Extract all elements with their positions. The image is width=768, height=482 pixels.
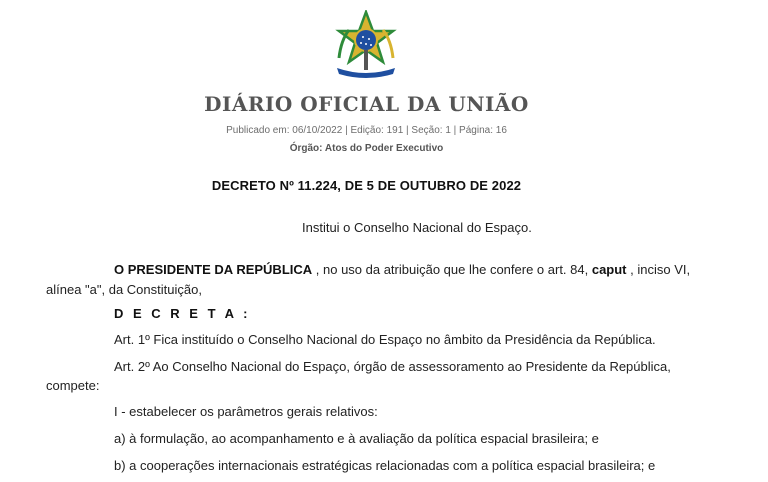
decreta-heading: D E C R E T A :	[114, 306, 251, 321]
preamble-caput: caput	[591, 262, 627, 277]
page-title: DIÁRIO OFICIAL DA UNIÃO	[204, 92, 529, 116]
decree-ementa: Institui o Conselho Nacional do Espaço.	[302, 220, 532, 235]
article-1: Art. 1º Fica instituído o Conselho Nacional do Espaço no âmbito da Presidência da República.	[114, 332, 656, 347]
publication-info: Publicado em: 06/10/2022 | Edição: 191 | Seção: 1 | Página: 16	[226, 125, 507, 136]
preamble-line-2: alínea "a", da Constituição,	[46, 282, 202, 297]
inciso-1: I - estabelecer os parâmetros gerais relativos:	[114, 404, 378, 419]
preamble-subject: O PRESIDENTE DA REPÚBLICA	[114, 262, 313, 277]
alinea-b: b) a cooperações internacionais estratégicas relacionadas com a política espacial brasileira; e	[114, 458, 656, 473]
article-2-line-1: Art. 2º Ao Conselho Nacional do Espaço, órgão de assessoramento ao Presidente da República,	[114, 359, 671, 374]
decree-title: DECRETO Nº 11.224, DE 5 DE OUTUBRO DE 2022	[211, 178, 522, 193]
alinea-a: a) à formulação, ao acompanhamento e à avaliação da política espacial brasileira; e	[114, 431, 599, 446]
brazil-coat-of-arms-icon	[331, 10, 401, 80]
preamble-text: , no uso da atribuição que lhe confere o art. 84,	[312, 262, 592, 277]
preamble-text-2: , inciso VI,	[626, 262, 691, 277]
article-2-line-2: compete:	[46, 378, 100, 393]
preamble-line-1	[114, 262, 690, 277]
organ-info: Órgão: Atos do Poder Executivo	[289, 143, 444, 154]
